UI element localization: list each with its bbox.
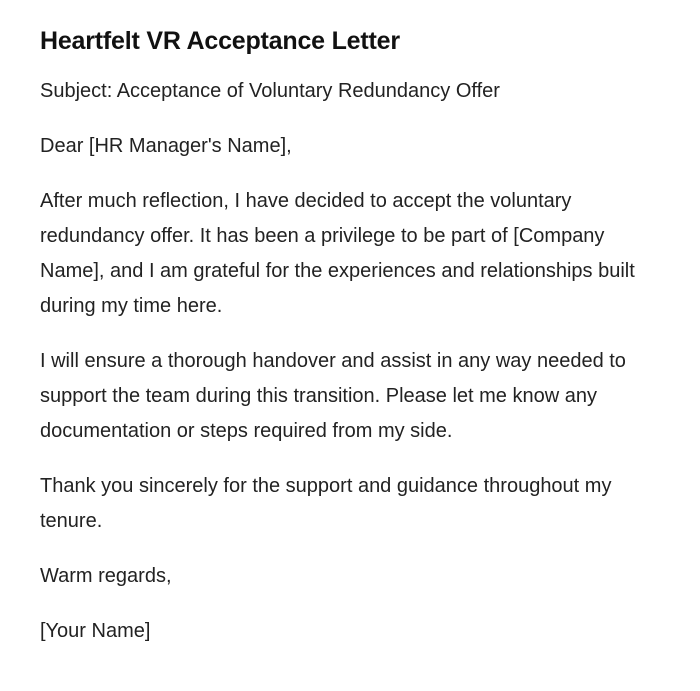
letter-closing: Warm regards,	[40, 565, 172, 587]
letter-salutation: Dear [HR Manager's Name],	[40, 135, 292, 157]
letter-subject: Subject: Acceptance of Voluntary Redundancy Offer	[40, 80, 500, 102]
letter-signature: [Your Name]	[40, 620, 151, 642]
letter-paragraph-3: Thank you sincerely for the support and guidance throughout my tenure.	[40, 475, 612, 532]
letter-paragraph-1: After much reflection, I have decided to accept the voluntary redundancy offer. It has been a privilege to be part of [Company Name], and I am grateful for the experiences and relationships built during my time here.	[40, 190, 635, 317]
letter-paragraph-2: I will ensure a thorough handover and assist in any way needed to support the team during this transition. Please let me know any documentation or steps required from my side.	[40, 350, 626, 442]
letter-title: Heartfelt VR Acceptance Letter	[40, 27, 400, 55]
